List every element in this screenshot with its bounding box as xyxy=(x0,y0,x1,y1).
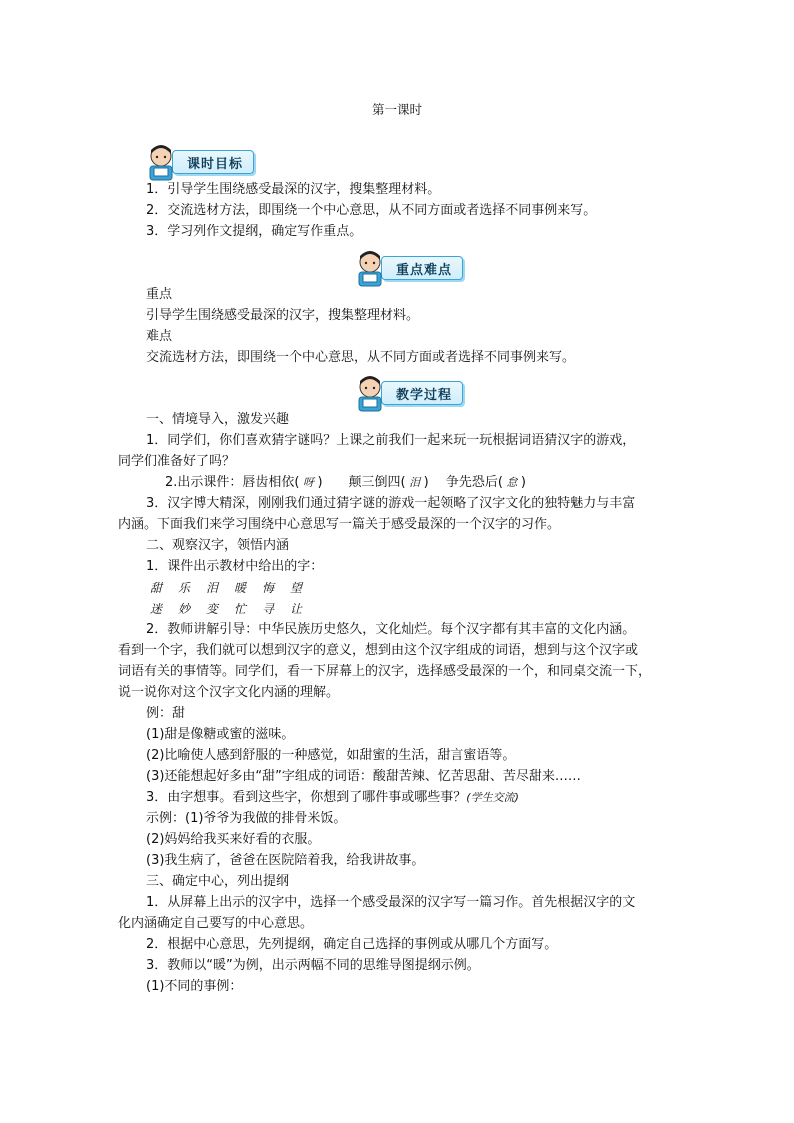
goal-item: 2．交流选材方法，即围绕一个中心意思，从不同方面或者选择不同事例来写。 xyxy=(146,203,597,218)
char: 甜 xyxy=(150,581,163,595)
section-heading: 三、确定中心，列出提纲 xyxy=(146,874,290,889)
paragraph xyxy=(146,788,519,808)
paragraph: 1．同学们，你们喜欢猜字谜吗？上课之前我们一起来玩一玩根据词语猜汉字的游戏， xyxy=(146,433,636,448)
char: 暖 xyxy=(234,581,247,595)
example-item: (3)还能想起好多由“甜”字组成的词语：酸甜苦辣、忆苦思甜、苦尽甜来…… xyxy=(146,769,581,784)
paragraph: 1．从屏幕上出示的汉字中，选择一个感受最深的汉字写一篇习作。首先根据汉字的文 xyxy=(146,895,636,910)
paragraph: 化内涵确定自己要写的中心意思。 xyxy=(118,916,314,931)
paragraph: 2．教师讲解引导：中华民族历史悠久，文化灿烂。每个汉字都有其丰富的文化内涵。 xyxy=(146,622,636,637)
goal-item: 3．学习列作文提纲，确定写作重点。 xyxy=(146,224,363,239)
goals-badge xyxy=(146,148,254,176)
question-text: 3．由字想事。看到这些字，你想到了哪件事或哪些事？ xyxy=(146,790,467,805)
char: 忙 xyxy=(234,602,247,616)
page-title: 第一课时 xyxy=(371,102,422,117)
student-reading-icon xyxy=(146,142,180,182)
char: 变 xyxy=(206,602,219,616)
paragraph: 内涵。下面我们来学习围绕中心意思写一篇关于感受最深的一个汉字的习作。 xyxy=(118,517,561,532)
process-badge-label: 教学过程 xyxy=(381,381,463,405)
key-badge-label: 重点难点 xyxy=(381,256,463,280)
difficulty-label: 难点 xyxy=(146,329,173,344)
char: 妙 xyxy=(178,602,191,616)
handwritten-note: (学生交流) xyxy=(466,791,519,804)
goal-item: 1．引导学生围绕感受最深的汉字，搜集整理材料。 xyxy=(146,182,441,197)
paragraph: 3．教师以“暖”为例，出示两幅不同的思维导图提纲示例。 xyxy=(146,958,480,973)
riddle-prefix: 2.出示课件：唇齿相依( xyxy=(165,475,300,490)
sample-item: (3)我生病了，爸爸在医院陪着我，给我讲故事。 xyxy=(146,853,425,868)
char: 寻 xyxy=(262,602,275,616)
riddle-answer: 泪 xyxy=(405,476,424,489)
student-reading-icon xyxy=(355,373,389,413)
paragraph: 看到一个字，我们就可以想到汉字的意义，想到由这个汉字组成的词语，想到与这个汉字或 xyxy=(118,643,639,658)
paragraph: 3．汉字博大精深，刚刚我们通过猜字谜的游戏一起领略了汉字文化的独特魅力与丰富 xyxy=(146,496,636,511)
char-row xyxy=(150,599,318,620)
key-point-label: 重点 xyxy=(146,287,173,302)
sample-item: 示例：(1)爷爷为我做的排骨米饭。 xyxy=(146,811,347,826)
section-heading: 一、情境导入，激发兴趣 xyxy=(146,412,290,427)
example-item: (1)甜是像糖或蜜的滋味。 xyxy=(146,727,295,742)
student-reading-icon xyxy=(355,248,389,288)
key-badge xyxy=(355,254,463,282)
goals-badge-label: 课时目标 xyxy=(172,150,254,174)
char-row xyxy=(150,578,318,599)
example-item: (2)比喻使人感到舒服的一种感觉，如甜蜜的生活，甜言蜜语等。 xyxy=(146,748,516,763)
char: 泪 xyxy=(206,581,219,595)
riddle-end: ) xyxy=(520,475,526,490)
riddle-mid: ) 争先恐后( xyxy=(423,475,503,490)
example-label: 例：甜 xyxy=(146,706,186,721)
paragraph: 词语有关的事情等。同学们，看一下屏幕上的汉字，选择感受最深的一个，和同桌交流一下， xyxy=(118,664,652,679)
key-point-text: 引导学生围绕感受最深的汉字，搜集整理材料。 xyxy=(146,308,420,323)
sample-item: (2)妈妈给我买来好看的衣服。 xyxy=(146,832,321,847)
riddle-mid: ) 颠三倒四( xyxy=(317,475,406,490)
riddle-line xyxy=(165,473,526,493)
char: 让 xyxy=(290,602,303,616)
process-badge xyxy=(355,379,463,407)
paragraph: 说一说你对这个汉字文化内涵的理解。 xyxy=(118,685,340,700)
riddle-answer: 呀 xyxy=(299,476,318,489)
char: 迷 xyxy=(150,602,163,616)
char: 悔 xyxy=(262,581,275,595)
paragraph: (1)不同的事例： xyxy=(146,979,243,994)
paragraph: 1．课件出示教材中给出的字： xyxy=(146,559,324,574)
section-heading: 二、观察汉字，领悟内涵 xyxy=(146,538,290,553)
char: 望 xyxy=(290,581,303,595)
paragraph: 2．根据中心意思，先列提纲，确定自己选择的事例或从哪几个方面写。 xyxy=(146,937,558,952)
char: 乐 xyxy=(178,581,191,595)
paragraph: 同学们准备好了吗？ xyxy=(118,454,236,469)
difficulty-text: 交流选材方法，即围绕一个中心意思，从不同方面或者选择不同事例来写。 xyxy=(146,350,576,365)
riddle-answer: 怠 xyxy=(502,476,521,489)
